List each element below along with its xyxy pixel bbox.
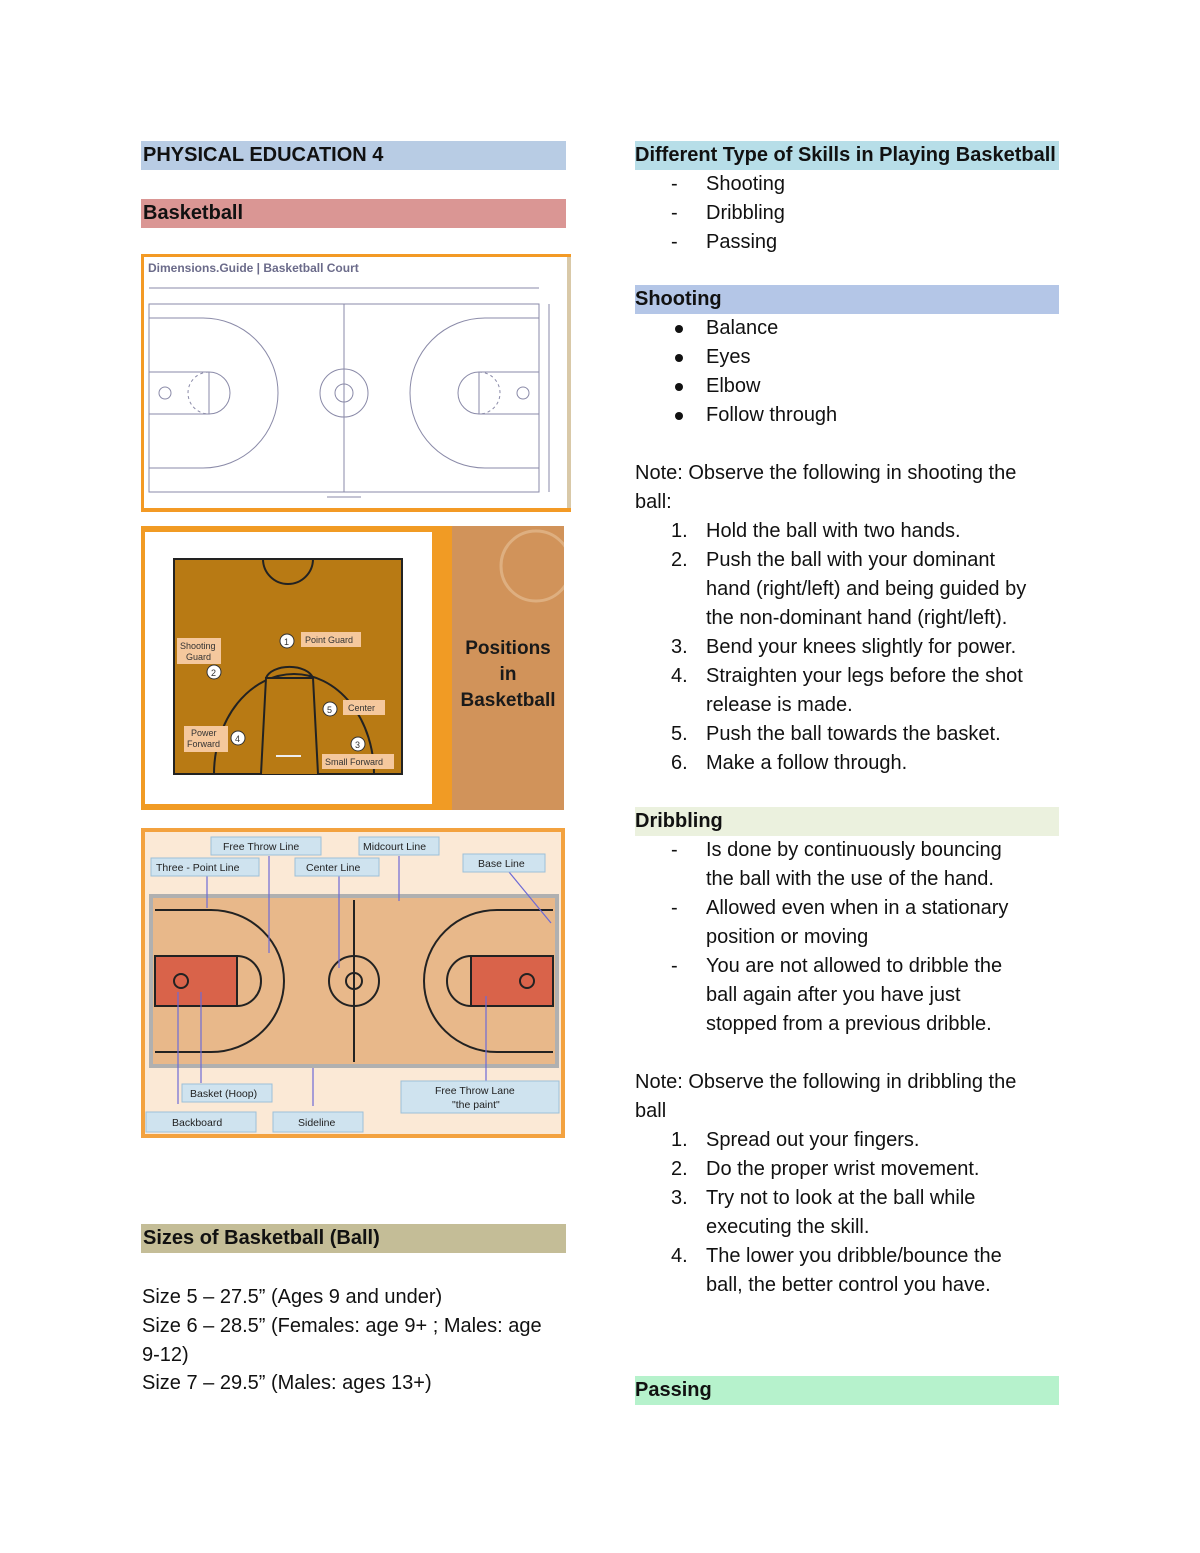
skills-list-item: - Dribbling bbox=[671, 202, 785, 224]
positions-heading-line3: Basketball bbox=[460, 690, 556, 711]
shooting-step: 2. Push the ball with your dominant hand (right/left) and being guided by the non-dominant hand (right/left). bbox=[671, 549, 1027, 629]
label-free-throw-lane: Free Throw Lane bbox=[435, 1085, 515, 1097]
bullet-icon bbox=[675, 325, 683, 333]
position-5-number: 5 bbox=[327, 705, 333, 715]
label-midcourt-line: Midcourt Line bbox=[363, 841, 427, 853]
label-the-paint: "the paint" bbox=[452, 1099, 500, 1111]
dribbling-point: - Is done by continuously bouncing the ball with the use of the hand. bbox=[671, 839, 1002, 890]
dribbling-points-list bbox=[635, 836, 1059, 1039]
section-heading-dribbling: Dribbling bbox=[635, 807, 1059, 836]
shooting-step: 3. Bend your knees slightly for power. bbox=[671, 636, 1017, 658]
label-three-point-line: Three - Point Line bbox=[156, 862, 240, 874]
size-6-line-cont: 9-12) bbox=[142, 1344, 189, 1366]
shooting-steps-list bbox=[635, 517, 1059, 778]
position-2-number: 2 bbox=[211, 668, 217, 678]
shooting-point: Eyes bbox=[635, 343, 1059, 372]
svg-text:Forward: Forward bbox=[187, 739, 221, 749]
dribbling-note: Note: Observe the following in dribbling the bbox=[635, 1071, 1017, 1093]
positions-figure bbox=[141, 526, 564, 810]
dribbling-point: - You are not allowed to dribble the ball again after you have just stopped from a previous dribble. bbox=[671, 955, 1003, 1035]
label-sideline: Sideline bbox=[298, 1117, 336, 1129]
section-heading-sizes: Sizes of Basketball (Ball) bbox=[141, 1224, 566, 1253]
document-title: PHYSICAL EDUCATION 4 bbox=[141, 141, 566, 170]
position-shooting-guard-label: Shooting bbox=[180, 641, 216, 651]
dribbling-point: - Allowed even when in a stationary position or moving bbox=[671, 897, 1009, 948]
bullet-icon bbox=[675, 412, 683, 420]
section-heading-shooting: Shooting bbox=[635, 285, 1059, 314]
section-heading-basketball: Basketball bbox=[141, 199, 566, 228]
svg-text:Guard: Guard bbox=[186, 652, 212, 662]
position-point-guard-label: Point Guard bbox=[305, 635, 354, 645]
bullet-icon bbox=[675, 383, 683, 391]
shooting-step: 6. Make a follow through. bbox=[671, 752, 908, 774]
label-base-line: Base Line bbox=[478, 858, 525, 870]
dribbling-steps-list bbox=[635, 1126, 1059, 1300]
size-5-line: Size 5 – 27.5” (Ages 9 and under) bbox=[142, 1286, 443, 1308]
position-power-forward-label: Power bbox=[191, 728, 217, 738]
section-heading-skills: Different Type of Skills in Playing Basketball bbox=[635, 141, 1059, 170]
shooting-points-list bbox=[635, 314, 1059, 430]
positions-heading-line2: in bbox=[499, 664, 517, 685]
position-small-forward-label: Small Forward bbox=[325, 757, 384, 767]
position-1-number: 1 bbox=[284, 637, 290, 647]
skills-list-item: - Passing bbox=[671, 231, 778, 253]
right-column bbox=[635, 141, 1059, 1405]
shooting-step: 1. Hold the ball with two hands. bbox=[671, 520, 961, 542]
shooting-note: Note: Observe the following in shooting the bbox=[635, 462, 1017, 484]
dribbling-step: 2. Do the proper wrist movement. bbox=[671, 1158, 980, 1180]
bullet-icon bbox=[675, 354, 683, 362]
dribbling-step: 3. Try not to look at the ball while executing the skill. bbox=[671, 1187, 976, 1238]
dribbling-step: 1. Spread out your fingers. bbox=[671, 1129, 920, 1151]
positions-heading-line1: Positions bbox=[465, 638, 551, 659]
shooting-point: Elbow bbox=[635, 372, 1059, 401]
shooting-point: Follow through bbox=[635, 401, 1059, 430]
shooting-note-cont: ball: bbox=[635, 491, 672, 513]
size-7-line: Size 7 – 29.5” (Males: ages 13+) bbox=[142, 1372, 432, 1394]
shooting-step: 4. Straighten your legs before the shot release is made. bbox=[671, 665, 1023, 716]
court-lines-figure bbox=[141, 828, 565, 1138]
shooting-step: 5. Push the ball towards the basket. bbox=[671, 723, 1001, 745]
size-6-line: Size 6 – 28.5” (Females: age 9+ ; Males: age bbox=[142, 1315, 542, 1337]
section-heading-passing: Passing bbox=[635, 1376, 1059, 1405]
position-3-number: 3 bbox=[355, 740, 361, 750]
position-4-number: 4 bbox=[235, 734, 241, 744]
position-center-label: Center bbox=[348, 703, 376, 713]
skills-list bbox=[635, 170, 1059, 257]
shooting-point: Balance bbox=[635, 314, 1059, 343]
court-dimensions-caption: Dimensions.Guide | Basketball Court bbox=[148, 261, 359, 275]
dribbling-step: 4. The lower you dribble/bounce the ball, the better control you have. bbox=[671, 1245, 1002, 1296]
court-dimensions-figure bbox=[141, 254, 571, 512]
skills-list-item: - Shooting bbox=[671, 173, 785, 195]
label-center-line: Center Line bbox=[306, 862, 361, 874]
label-basket: Basket (Hoop) bbox=[190, 1088, 258, 1100]
label-backboard: Backboard bbox=[172, 1117, 223, 1129]
dribbling-note-cont: ball bbox=[635, 1100, 667, 1122]
label-free-throw-line: Free Throw Line bbox=[223, 841, 300, 853]
